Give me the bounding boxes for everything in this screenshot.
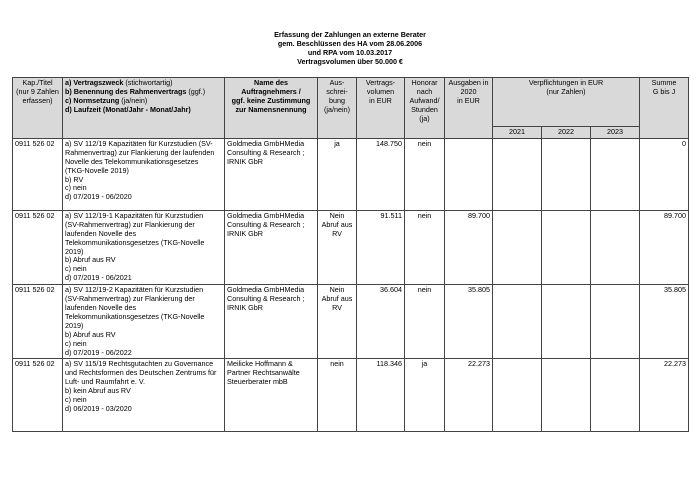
cell-2022: [542, 285, 591, 359]
cell-vertragszweck: a) SV 115/19 Rechtsgutachten zu Governance und Rechtsformen des Deutschen Zentrums für Luft- und Raumfahrt e. V. b) kein Abruf aus RV c) nein d) 06/2019 - 03/2020: [63, 359, 225, 432]
cell-vertragszweck: a) SV 112/19-1 Kapazitäten für Kurzstudien (SV-Rahmenvertrag) zur Flankierung der laufenden Novelle des Telekommunikationsgesetzes (TKG-Novelle 2019) b) Abruf aus RV c) nein d) 07/2019 - 06/2021: [63, 210, 225, 284]
cell-vertragszweck: a) SV 112/19-2 Kapazitäten für Kurzstudien (SV-Rahmenvertrag) zur Flankierung der laufenden Novelle des Telekommunikationsgesetzes (TKG-Novelle 2019) b) Abruf aus RV c) nein d) 07/2019 - 06/2022: [63, 285, 225, 359]
header-ausgaben: Ausgaben in 2020 in EUR: [445, 78, 493, 139]
cell-2023: [591, 359, 640, 432]
cell-2022: [542, 210, 591, 284]
cell-honorar: nein: [405, 210, 445, 284]
header-auftragnehmer: Name des Auftragnehmers / ggf. keine Zustimmung zur Namensnennung: [225, 78, 318, 139]
cell-auftragnehmer: Goldmedia GmbHMedia Consulting & Research ; IRNIK GbR: [225, 210, 318, 284]
header-year-2022: 2022: [542, 127, 591, 139]
cell-ausschreibung: nein: [318, 359, 357, 432]
cell-auftragnehmer: Meilicke Hoffmann & Partner Rechtsanwälte Steuerberater mbB: [225, 359, 318, 432]
header-year-2023: 2023: [591, 127, 640, 139]
cell-kap: 0911 526 02: [13, 285, 63, 359]
cell-auftragnehmer: Goldmedia GmbHMedia Consulting & Research ; IRNIK GbR: [225, 285, 318, 359]
cell-2023: [591, 210, 640, 284]
cell-summe: 35.805: [640, 285, 689, 359]
cell-vertragsvolumen: 148.750: [357, 138, 405, 210]
header-ausschreibung: Aus- schrei- bung (ja/nein): [318, 78, 357, 139]
cell-2021: [493, 359, 542, 432]
cell-ausgaben: 35.805: [445, 285, 493, 359]
cell-ausschreibung: Nein Abruf aus RV: [318, 210, 357, 284]
header-honorar: Honorar nach Aufwand/ Stunden (ja): [405, 78, 445, 139]
cell-kap: 0911 526 02: [13, 210, 63, 284]
cell-honorar: ja: [405, 359, 445, 432]
header-vertragszweck: a) Vertragszweck (stichwortartig) b) Benennung des Rahmenvertrags (ggf.) c) Normsetzung (ja/nein) d) Laufzeit (Monat/Jahr - Monat/Jahr): [63, 78, 225, 139]
cell-honorar: nein: [405, 285, 445, 359]
cell-2023: [591, 138, 640, 210]
heading-line-1: Erfassung der Zahlungen an externe Berater: [274, 30, 426, 39]
cell-ausgaben: 22.273: [445, 359, 493, 432]
cell-summe: 89.700: [640, 210, 689, 284]
table-row: [13, 210, 689, 284]
document-heading: [0, 30, 700, 66]
cell-ausschreibung: ja: [318, 138, 357, 210]
header-kap-titel: Kap./Titel (nur 9 Zahlen erfassen): [13, 78, 63, 139]
table-row: [13, 285, 689, 359]
cell-vertragsvolumen: 91.511: [357, 210, 405, 284]
cell-2022: [542, 138, 591, 210]
cell-auftragnehmer: Goldmedia GmbHMedia Consulting & Research ; IRNIK GbR: [225, 138, 318, 210]
cell-vertragszweck: a) SV 112/19 Kapazitäten für Kurzstudien (SV- Rahmenvertrag) zur Flankierung der laufenden Novelle des Telekommunikationsgesetzes (TKG-Novelle 2019) b) RV c) nein d) 07/2019 - 06/2020: [63, 138, 225, 210]
cell-summe: 0: [640, 138, 689, 210]
cell-2021: [493, 285, 542, 359]
cell-2021: [493, 138, 542, 210]
cell-vertragsvolumen: 118.346: [357, 359, 405, 432]
heading-line-2: gem. Beschlüssen des HA vom 28.06.2006: [277, 39, 423, 48]
cell-ausschreibung: Nein Abruf aus RV: [318, 285, 357, 359]
heading-line-3: und RPA vom 10.03.2017: [307, 48, 393, 57]
cell-vertragsvolumen: 36.604: [357, 285, 405, 359]
payments-table: [12, 77, 689, 432]
table-row: [13, 359, 689, 432]
cell-2022: [542, 359, 591, 432]
cell-2023: [591, 285, 640, 359]
cell-kap: 0911 526 02: [13, 359, 63, 432]
table-row: [13, 138, 689, 210]
header-vertragsvolumen: Vertrags- volumen in EUR: [357, 78, 405, 139]
cell-kap: 0911 526 02: [13, 138, 63, 210]
cell-ausgaben: 89.700: [445, 210, 493, 284]
header-year-2021: 2021: [493, 127, 542, 139]
cell-honorar: nein: [405, 138, 445, 210]
header-verpflichtungen: Verpflichtungen in EUR (nur Zahlen): [493, 78, 640, 127]
cell-2021: [493, 210, 542, 284]
cell-summe: 22.273: [640, 359, 689, 432]
header-summe: Summe G bis J: [640, 78, 689, 139]
heading-line-4: Vertragsvolumen über 50.000 €: [297, 57, 403, 66]
cell-ausgaben: [445, 138, 493, 210]
